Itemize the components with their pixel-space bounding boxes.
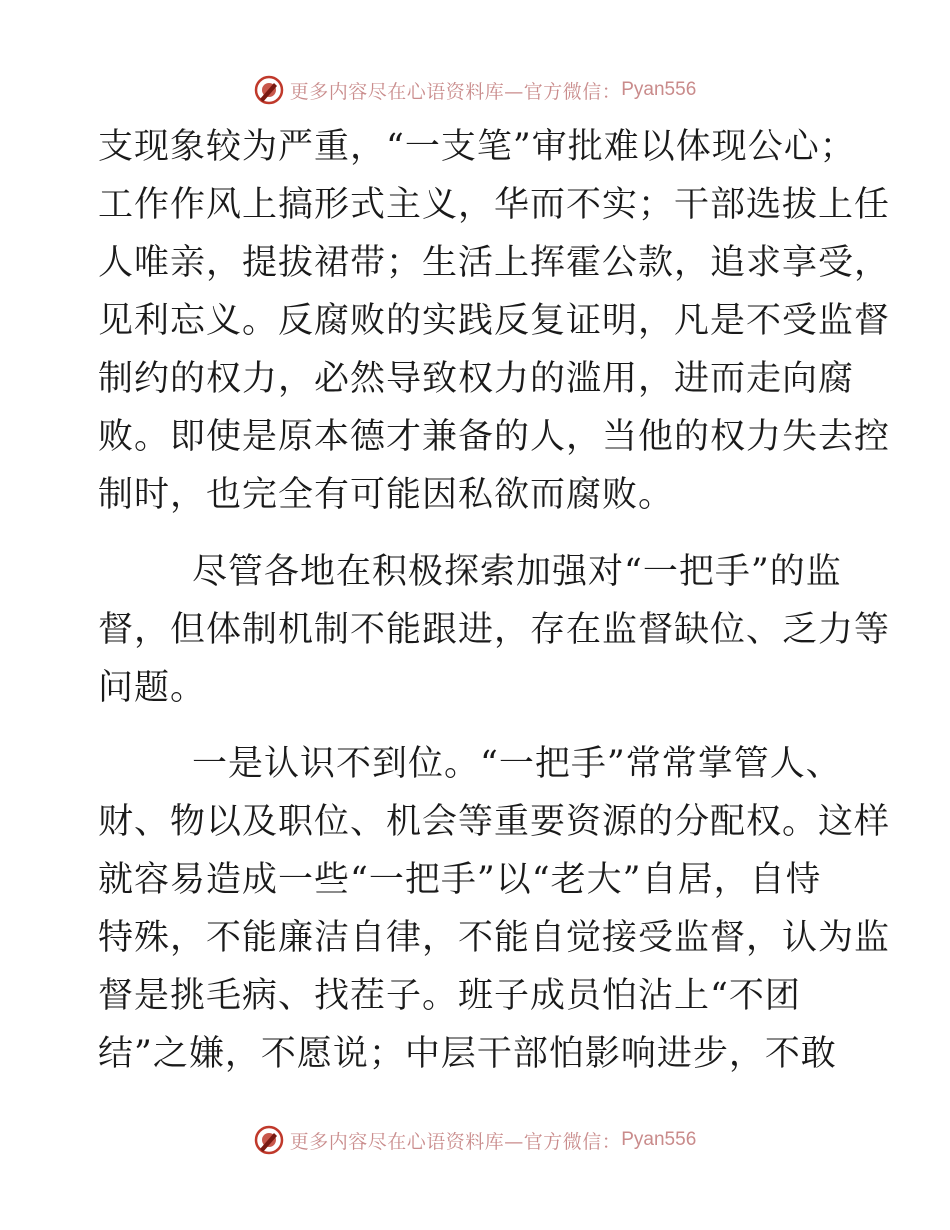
footer-watermark-banner xyxy=(0,1120,950,1160)
pen-logo-icon xyxy=(254,1125,284,1155)
text-line: 督，但体制机制不能跟进，存在监督缺位、乏力等 xyxy=(98,610,891,650)
text-line: 见利忘义。反腐败的实践反复证明，凡是不受监督 xyxy=(98,301,891,341)
banner-contact: Pyan556 xyxy=(621,1129,697,1150)
banner-contact: Pyan556 xyxy=(621,79,697,100)
text-line: 一是认识不到位。“一把手”常常掌管人、 xyxy=(192,744,842,784)
text-line: 人唯亲，提拔裙带；生活上挥霍公款，追求享受， xyxy=(98,243,891,283)
text-line: 就容易造成一些“一把手”以“老大”自居，自恃 xyxy=(98,860,822,900)
banner-text: 更多内容尽在心语资料库—官方微信： xyxy=(289,1130,622,1153)
text-line: 支现象较为严重，“一支笔”审批难以体现公心； xyxy=(98,127,856,167)
header-watermark-banner xyxy=(0,70,950,110)
banner-text: 更多内容尽在心语资料库—官方微信： xyxy=(289,80,622,103)
text-line: 制约的权力，必然导致权力的滥用，进而走向腐 xyxy=(98,359,855,399)
text-line: 督是挑毛病、找茬子。班子成员怕沾上“不团 xyxy=(98,976,801,1016)
pen-logo-icon xyxy=(254,75,284,105)
text-line: 结”之嫌，不愿说；中层干部怕影响进步，不敢 xyxy=(98,1034,837,1074)
text-line: 尽管各地在积极探索加强对“一把手”的监 xyxy=(192,552,842,592)
text-line: 制时，也完全有可能因私欲而腐败。 xyxy=(98,475,675,515)
text-line: 败。即使是原本德才兼备的人，当他的权力失去控 xyxy=(98,417,891,457)
text-line: 工作作风上搞形式主义，华而不实；干部选拔上任 xyxy=(98,185,891,225)
text-line: 特殊，不能廉洁自律，不能自觉接受监督，认为监 xyxy=(98,918,891,958)
text-line: 问题。 xyxy=(98,668,207,708)
text-line: 财、物以及职位、机会等重要资源的分配权。这样 xyxy=(98,802,891,842)
